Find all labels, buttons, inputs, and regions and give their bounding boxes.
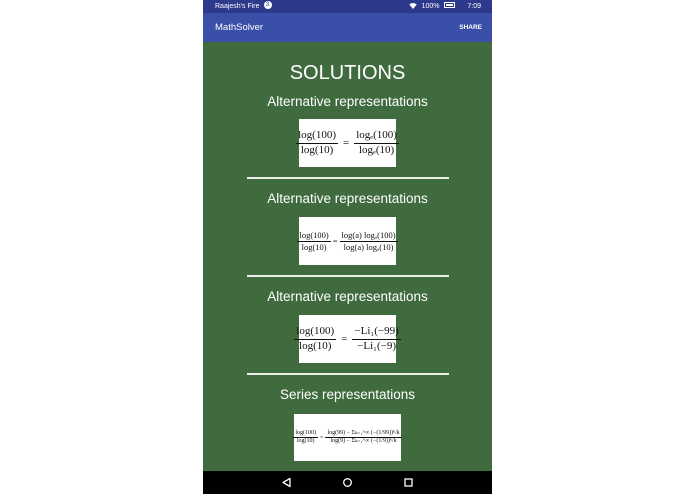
device-screen <box>203 0 492 494</box>
battery-icon <box>444 2 455 8</box>
solutions-scroll-view[interactable] <box>203 42 492 471</box>
back-triangle-icon <box>275 471 298 494</box>
navigation-bar <box>203 471 492 494</box>
status-right <box>409 0 481 13</box>
section-title: Alternative representations <box>267 289 428 304</box>
carrier-label: Raajesh's Fire 3 <box>215 0 272 13</box>
page-title: SOLUTIONS <box>289 62 406 84</box>
recent-square-icon <box>397 471 420 494</box>
section-title: Alternative representations <box>267 191 428 206</box>
equals-sign: = <box>341 333 348 345</box>
back-button[interactable] <box>275 471 298 494</box>
divider <box>247 177 449 179</box>
formula-image <box>296 315 399 363</box>
divider <box>247 373 449 375</box>
equals-sign: = <box>320 434 324 441</box>
app-title: MathSolver <box>215 22 264 33</box>
divider <box>247 275 449 277</box>
battery-percent: 100% <box>421 3 440 10</box>
formula-lhs: $\frac{\log(100)}{\log(10)}$ <box>299 229 329 252</box>
status-bar <box>203 0 492 13</box>
formula-rhs: $\frac{\text{−Li₁(−99)}}{\text{−Li₁(−9)}}$ <box>354 324 399 352</box>
formula-rhs: $\frac{\text{logₑ(100)}}{\text{logₑ(10)}}$ <box>356 128 397 156</box>
clock: 7:09 <box>467 3 481 10</box>
formula-rhs: $\frac{\text{log(99) − Σₖ₌₁\textasciicircum{}∞ (−(1/99))ᵏ/k}}{\text{log(9) − Σₖ₌₁\textasciicircum{}∞ (−(1/9))ᵏ/k}}$ <box>327 429 400 444</box>
section-title: Alternative representations <box>267 94 428 109</box>
equals-sign: = <box>332 236 338 246</box>
wifi-icon <box>409 3 417 9</box>
home-button[interactable] <box>336 471 359 494</box>
formula-lhs: $\frac{\log(100)}{\log(10)}$ <box>298 128 336 156</box>
formula-lhs: $\frac{\log(100)}{\log(10)}$ <box>296 324 335 352</box>
app-bar <box>203 13 492 42</box>
formula-image <box>299 217 396 265</box>
recent-apps-button[interactable] <box>397 471 420 494</box>
equals-sign: = <box>342 137 350 149</box>
formula-image <box>299 119 396 167</box>
notification-badge: 3 <box>264 1 272 9</box>
home-circle-icon <box>336 471 359 494</box>
formula-image <box>294 414 401 461</box>
formula-rhs: $\frac{\text{log(a) logₐ(100)}}{\text{log(a) logₐ(10)}}$ <box>341 229 396 252</box>
share-button[interactable]: SHARE <box>459 24 482 31</box>
formula-lhs: $\frac{\log(100)}{\log(10)}$ <box>295 429 317 444</box>
section-title: Series representations <box>279 387 416 402</box>
